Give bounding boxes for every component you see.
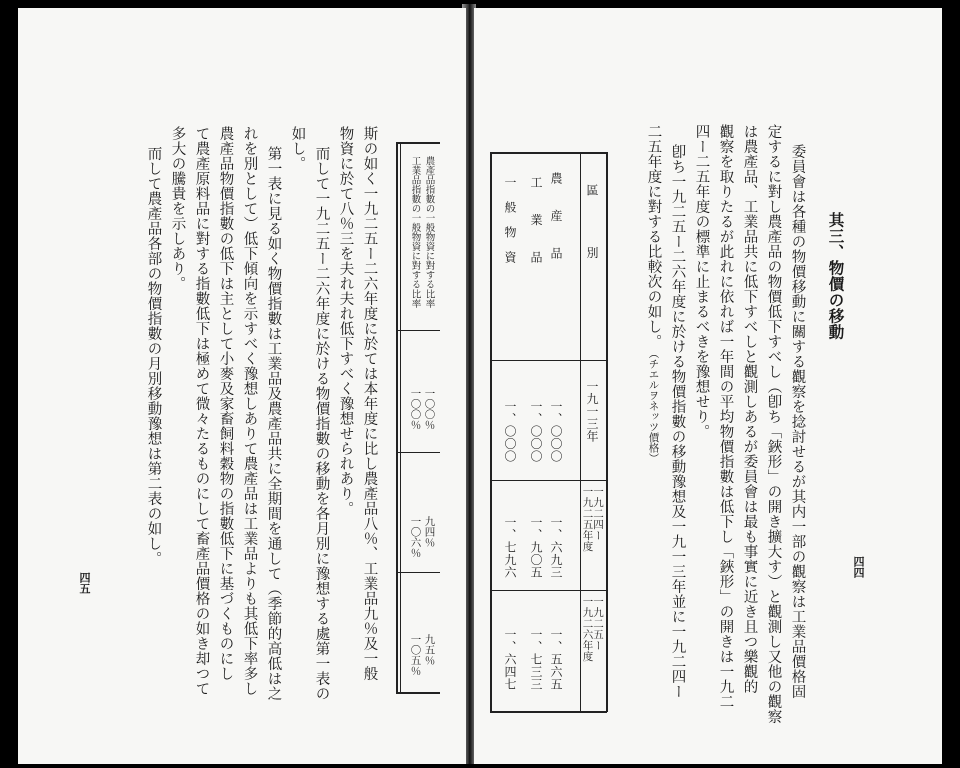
table-cell: 一〇〇％ xyxy=(423,388,436,430)
table-cell: 一、六四七 xyxy=(503,628,517,691)
text-column: 如し。 xyxy=(289,126,306,171)
text-column: 定するに對し農產品の物價低下すべし（卽ち「鋏形」の開き擴大す）と觀測し又他の觀察 xyxy=(765,124,782,724)
text-column: 第一表に見る如く物價指數は工業品及農產品共に全期間を通して（季節的高低は之 xyxy=(265,146,282,701)
table-cell: 九五％ xyxy=(423,634,436,666)
text-column: 多大の騰貴を示しあり。 xyxy=(169,126,186,291)
table-cell: 一〇〇％ xyxy=(409,388,422,430)
table-cell: 九四％ xyxy=(423,516,436,548)
table-col-header: 一九二五ー 一九二六年度 xyxy=(581,596,604,662)
text-column: 物資に於て八％三を夫れ夫れ低下すべく豫想せられあり。 xyxy=(337,126,354,516)
text-column: 而して一九二五ー二六年度に於ける物價指數の移動を各月別に豫想する處第一表の xyxy=(313,146,330,701)
text-column: 農產品物價指數の低下は主として小麥及家畜飼料穀物の指數低下に基づくものにし xyxy=(217,126,234,681)
table-cell: 一、〇〇〇 xyxy=(529,400,543,463)
table-cell: 一、五六五 xyxy=(549,628,563,691)
table-col-header: 一九二四ー 一九二五年度 xyxy=(581,486,604,552)
table-row-label: 農產品指數の一般物資に對する比率 xyxy=(423,156,435,308)
page-number: 四五 xyxy=(78,572,91,594)
text-column-note: （チエルヲネッツ價格） xyxy=(647,348,660,464)
text-column: 委員會は各種の物價移動に關する觀察を捻討せるが其内一部の觀察は工業品價格固 xyxy=(789,144,806,699)
text-column: て農產原料品に對する指數低下は極めて微々たるものにして畜產品價格の如き却つて xyxy=(193,126,210,696)
text-column: れを別として）低下傾向を示すべく豫想しありて農產品は工業品よりも其低下率多し xyxy=(241,126,258,696)
text-column: 卽ち一九二五ー二六年度に於ける物價指數の移動豫想及一九一三年並に一九二四ー xyxy=(669,144,686,699)
table-cell: 一、〇〇〇 xyxy=(549,400,563,463)
table-row-label: 工業品指數の一般物資に對する比率 xyxy=(409,156,421,308)
section-heading: 其三、物價の移動 xyxy=(826,212,846,340)
table-row-label: 工 業 品 xyxy=(529,176,543,264)
table-header-label: 區 別 xyxy=(585,184,599,259)
table-col-header: 一九一三年 xyxy=(585,380,599,443)
text-column-group xyxy=(645,124,664,464)
text-column: 四ー二五年度の標準に止まるべきを豫想せり。 xyxy=(693,124,710,439)
table-cell: 一〇六％ xyxy=(409,516,422,558)
table-cell: 一、六九三 xyxy=(549,516,563,579)
table-cell: 一、〇〇〇 xyxy=(503,400,517,463)
text-column: 二五年度に對する比較次の如し。 xyxy=(645,124,662,349)
right-page xyxy=(474,8,942,764)
left-page xyxy=(18,8,466,764)
text-column: 斯の如く一九二五ー二六年度に於ては本年度に比し農產品八％、工業品九％及一般 xyxy=(361,126,378,681)
text-column: 而して農產品各部の物價指數の月別移動豫想は第二表の如し。 xyxy=(145,146,162,566)
table-cell: 一、七九六 xyxy=(503,516,517,579)
table-cell: 一〇五％ xyxy=(409,634,422,676)
page-number: 四四 xyxy=(852,556,865,578)
table-row-label: 一 般 物 資 xyxy=(503,176,517,264)
table-row-label: 農 産 品 xyxy=(549,172,563,260)
table-cell: 一、七三三 xyxy=(529,628,543,691)
table-cell: 一、九〇五 xyxy=(529,516,543,579)
text-column: は農產品、工業品共に低下すべしと觀測しあるが委員會は最も事實に近き且つ樂觀的 xyxy=(741,124,758,694)
text-column: 觀察を取りたるが此れに依れば一年間の平均物價指數は低下し「鋏形」の開きは一九二 xyxy=(717,124,734,709)
